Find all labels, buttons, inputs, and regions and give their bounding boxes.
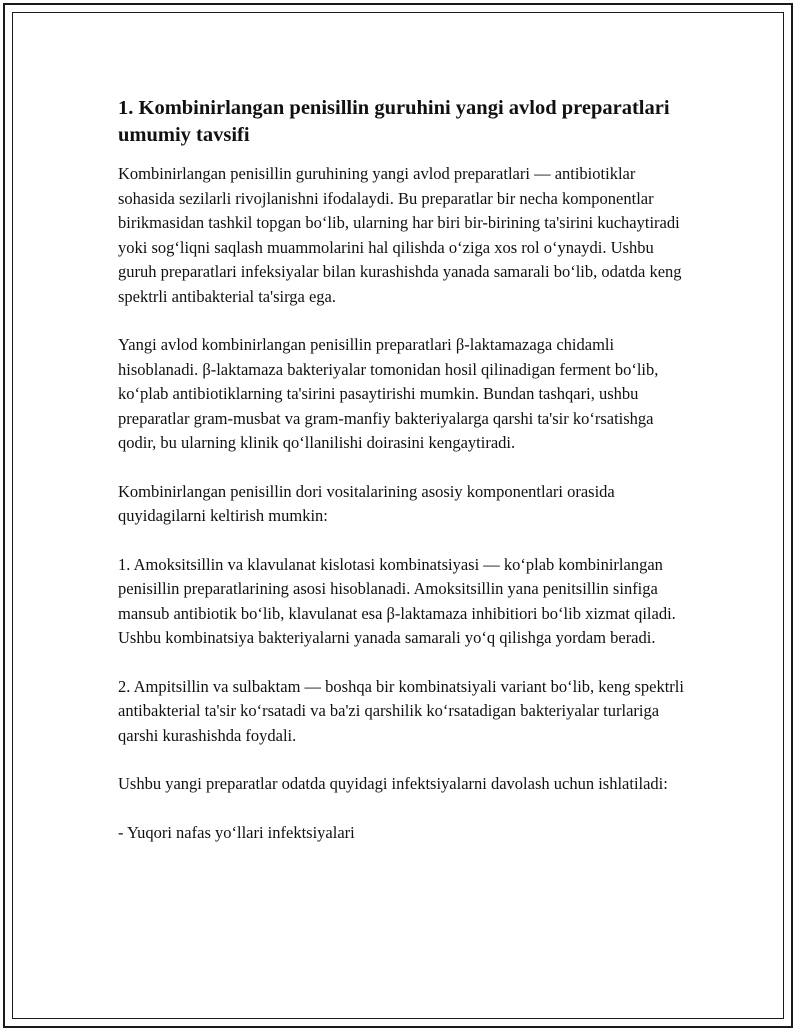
paragraph-beta-lactamase: Yangi avlod kombinirlangan penisillin preparatlari β-laktamazaga chidamli hisoblanadi. β-laktamaza bakteriyalar tomonidan hosil qilinadigan ferment bo‘lib, ko‘plab antibiotiklarning ta'sirini pasaytirishi mumkin. Bundan tashqari, ushbu preparatlar gram-musbat va gram-manfiy bakteriyalarga qarshi ta'sir ko‘rsatishga qodir, bu ularning klinik qo‘llanilishi doirasini kengaytiradi. [118, 335, 659, 452]
paragraph-components-intro: Kombinirlangan penisillin dori vositalarining asosiy komponentlari orasida quyidagilarni keltirish mumkin: [118, 481, 615, 525]
list-item-respiratory: - Yuqori nafas yo‘llari infektsiyalari [118, 822, 355, 842]
section-heading: 1. Kombinirlangan penisillin guruhini yangi avlod preparatlari umumiy tavsifi [118, 97, 670, 146]
paragraph-amoxicillin: 1. Amoksitsillin va klavulanat kislotasi kombinatsiyasi — ko‘plab kombinirlangan penisillin preparatlarining asosi hisoblanadi. Amoksitsillin yana penitsillin sinfiga mansub antibiotik bo‘lib, klavulanat esa β-laktamaza inhibitiori bo‘lib xizmat qiladi. Ushbu kombinatsiya bakteriyalarni yanada samarali yo‘q qilishga yordam beradi. [118, 554, 676, 647]
paragraph-intro: Kombinirlangan penisillin guruhining yangi avlod preparatlari — antibiotiklar sohasida sezilarli rivojlanishni ifodalaydi. Bu preparatlar bir necha komponentlar birikmasidan tashkil topgan bo‘lib, ularning har biri bir-birining ta'sirini kuchaytiradi yoki sog‘liqni saqlash muammolarini hal qilishda o‘ziga xos rol o‘ynaydi. Ushbu guruh preparatlari infeksiyalar bilan kurashishda yanada samarali bo‘lib, odatda keng spektrli antibakterial ta'sirga ega. [118, 164, 682, 306]
paragraph-ampicillin: 2. Ampitsillin va sulbaktam — boshqa bir kombinatsiyali variant bo‘lib, keng spektrli antibakterial ta'sir ko‘rsatadi va ba'zi qarshilik ko‘rsatadigan bakteriyalar turlariga qarshi kurashishda foydali. [118, 676, 684, 745]
paragraph-usage-intro: Ushbu yangi preparatlar odatda quyidagi infektsiyalarni davolash uchun ishlatiladi: [118, 774, 668, 793]
document-body [118, 95, 688, 869]
